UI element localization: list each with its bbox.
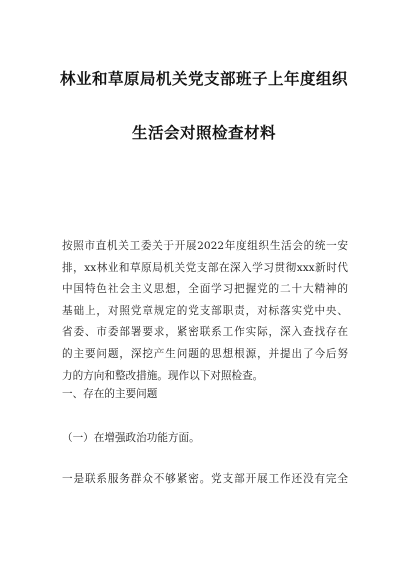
intro-line: 省委、市委部署要求，紧密联系工作实际，深入查找存在 [62, 326, 348, 339]
intro-line: 的主要问题，深挖产生问题的思想根源，并提出了今后努 [62, 347, 348, 360]
intro-line: 中国特色社会主义思想，全面学习把握党的二十大精神的 [62, 283, 348, 296]
intro-line: 基础上，对照党章规定的党支部职责，对标落实党中央、 [62, 304, 348, 317]
intro-line: 排，xx林业和草原局机关党支部在深入学习贯彻xxx新时代 [62, 261, 348, 274]
document-title-line-1: 林业和草原局机关党支部班子上年度组织 [59, 70, 348, 88]
intro-paragraph [62, 236, 348, 387]
intro-line: 按照市直机关工委关于开展2022年度组织生活会的统一安 [62, 240, 348, 252]
subsection-heading: （一）在增强政治功能方面。 [62, 432, 200, 444]
intro-line: 力的方向和整改措施。现作以下对照检查。 [62, 369, 264, 382]
item-line: 一是联系服务群众不够紧密。党支部开展工作还没有完全 [62, 473, 348, 485]
section-heading: 一、存在的主要问题 [62, 388, 158, 400]
document-title-line-2: 生活会对照检查材料 [131, 124, 276, 142]
item-paragraph [62, 469, 348, 491]
